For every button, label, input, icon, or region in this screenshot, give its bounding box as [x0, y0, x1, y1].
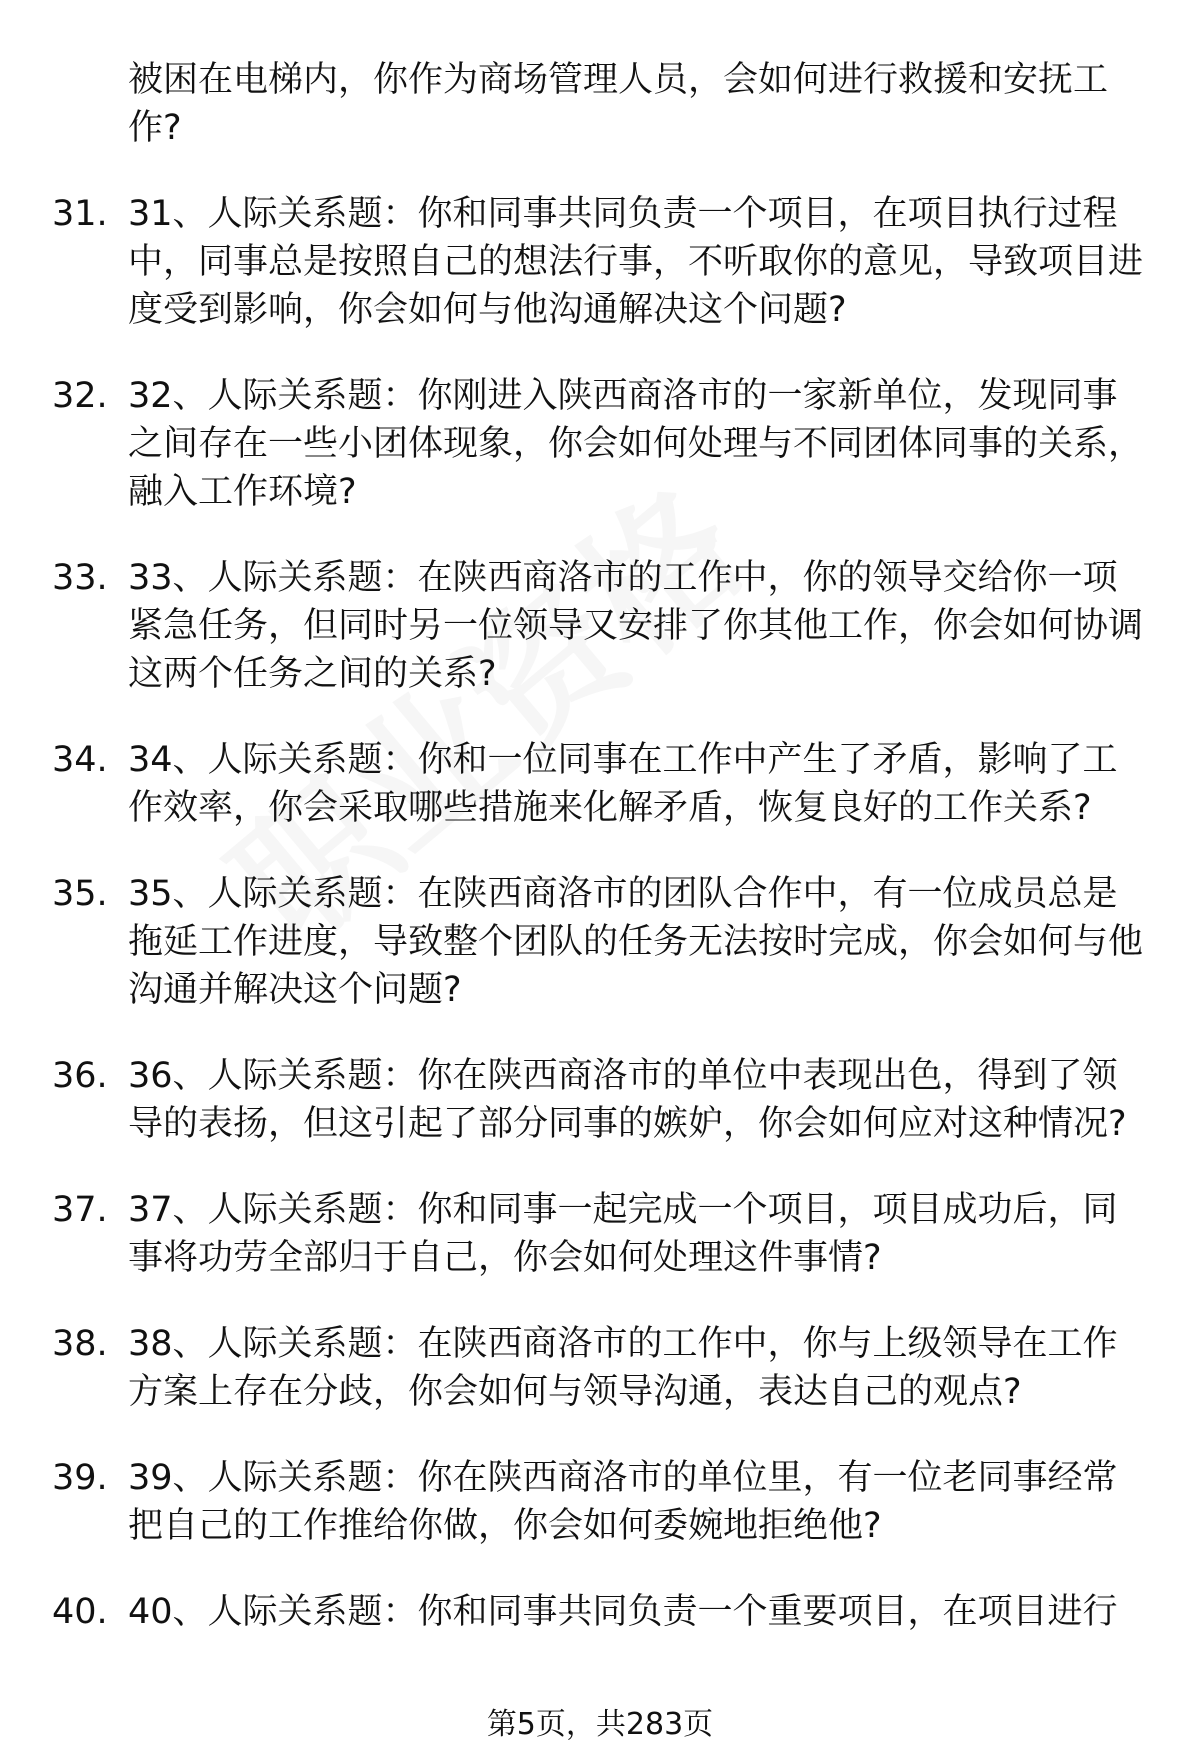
- item-text: 33、人际关系题：在陕西商洛市的工作中，你的领导交给你一项紧急任务，但同时另一位领导又安排了你其他工作，你会如何协调这两个任务之间的关系?: [128, 558, 1144, 694]
- question-list: [0, 56, 1200, 1674]
- list-item: [0, 190, 1200, 334]
- item-text: 32、人际关系题：你刚进入陕西商洛市的一家新单位，发现同事之间存在一些小团体现象，你会如何处理与不同团体同事的关系，融入工作环境?: [128, 376, 1144, 512]
- item-text: 34、人际关系题：你和一位同事在工作中产生了矛盾，影响了工作效率，你会采取哪些措施来化解矛盾，恢复良好的工作关系?: [128, 740, 1118, 828]
- item-text: 38、人际关系题：在陕西商洛市的工作中，你与上级领导在工作方案上存在分歧，你会如何与领导沟通，表达自己的观点?: [128, 1324, 1118, 1412]
- list-item: [0, 1588, 1200, 1636]
- page-footer: 第5页，共283页: [486, 1707, 714, 1742]
- list-item: [0, 736, 1200, 832]
- item-number: 40.: [52, 1592, 108, 1632]
- item-text: 37、人际关系题：你和同事一起完成一个项目，项目成功后，同事将功劳全部归于自己，你会如何处理这件事情?: [128, 1190, 1118, 1278]
- continued-question-text: 被困在电梯内，你作为商场管理人员，会如何进行救援和安抚工作?: [128, 60, 1109, 148]
- item-text: 31、人际关系题：你和同事共同负责一个项目，在项目执行过程中，同事总是按照自己的想法行事，不听取你的意见，导致项目进度受到影响，你会如何与他沟通解决这个问题?: [128, 194, 1144, 330]
- item-number: 36.: [52, 1056, 108, 1096]
- item-number: 32.: [52, 376, 108, 416]
- list-item: [0, 1454, 1200, 1550]
- list-item: [0, 372, 1200, 516]
- item-number: 33.: [52, 558, 108, 598]
- list-item: [0, 1186, 1200, 1282]
- list-item: [0, 1052, 1200, 1148]
- item-number: 31.: [52, 194, 108, 234]
- list-item: [0, 870, 1200, 1014]
- item-text: 39、人际关系题：你在陕西商洛市的单位里，有一位老同事经常把自己的工作推给你做，你会如何委婉地拒绝他?: [128, 1458, 1118, 1546]
- item-number: 35.: [52, 874, 108, 914]
- item-text: 40、人际关系题：你和同事共同负责一个重要项目，在项目进行: [128, 1592, 1118, 1632]
- item-number: 38.: [52, 1324, 108, 1364]
- item-number: 37.: [52, 1190, 108, 1230]
- item-text: 36、人际关系题：你在陕西商洛市的单位中表现出色，得到了领导的表扬，但这引起了部分同事的嫉妒，你会如何应对这种情况?: [128, 1056, 1127, 1144]
- list-item: [0, 1320, 1200, 1416]
- item-number: 34.: [52, 740, 108, 780]
- item-number: 39.: [52, 1458, 108, 1498]
- item-text: 35、人际关系题：在陕西商洛市的团队合作中，有一位成员总是拖延工作进度，导致整个团队的任务无法按时完成，你会如何与他沟通并解决这个问题?: [128, 874, 1144, 1010]
- list-item: [0, 554, 1200, 698]
